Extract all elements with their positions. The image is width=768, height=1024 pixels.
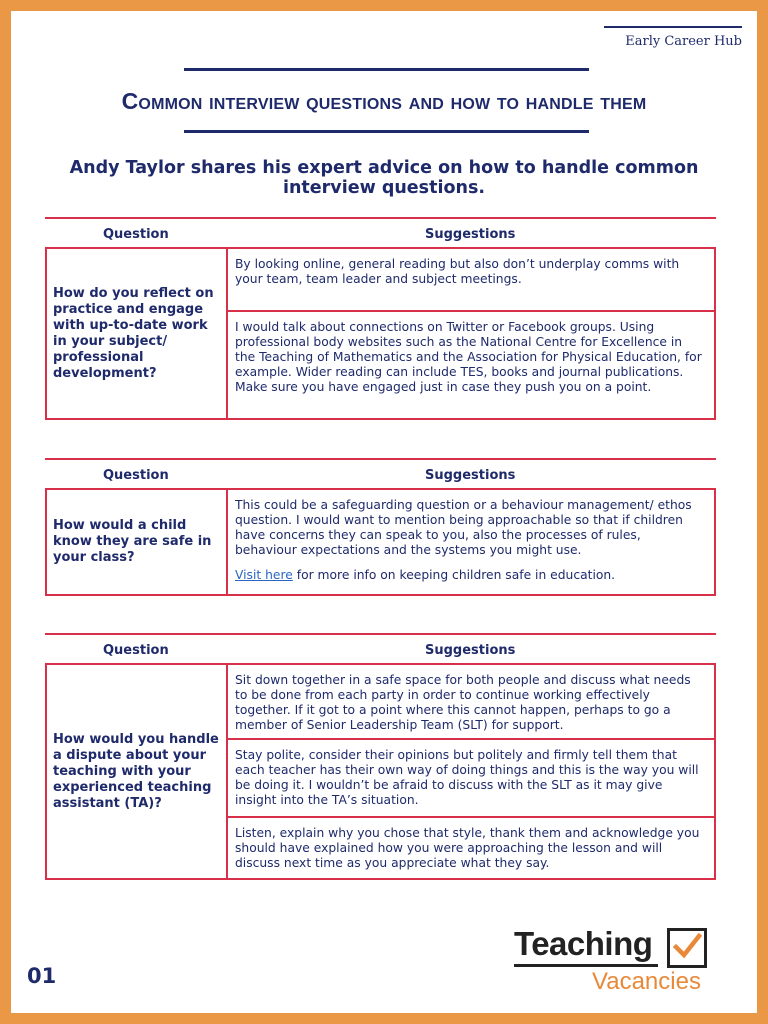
question-cell: How do you reflect on practice and engage with up-to-date work in your subject/ professional development? [47, 249, 228, 418]
qa-table-2 [45, 458, 716, 596]
column-header-suggestions: Suggestions [425, 227, 516, 242]
intro-text: Andy Taylor shares his expert advice on how to handle common interview questions. [69, 158, 699, 198]
hub-label: Early Career Hub [604, 26, 742, 49]
suggestion-cell: Listen, explain why you chose that style, thank them and acknowledge you should have explained how you were approaching the lesson and will discuss next time as you appreciate what they say. [228, 816, 714, 879]
suggestions-column [228, 665, 714, 878]
page-number: 01 [27, 964, 57, 988]
suggestion-link-line [235, 568, 706, 583]
suggestions-column [228, 490, 714, 594]
suggestion-cell [228, 490, 714, 594]
column-header-question: Question [103, 468, 169, 483]
qa-table-1 [45, 217, 716, 420]
table-header [45, 633, 716, 663]
table-header [45, 217, 716, 247]
suggestion-cell: By looking online, general reading but also don’t underplay comms with your team, team leader and subject meetings. [235, 257, 680, 286]
table-row [45, 663, 716, 880]
suggestions-column [228, 249, 714, 418]
logo-word-teaching: Teaching [514, 925, 653, 962]
question-cell: How would a child know they are safe in your class? [47, 490, 228, 594]
table-row [45, 488, 716, 596]
suggestion-text: This could be a safeguarding question or a behaviour management/ ethos question. I would want to mention being approachable so that if children have concerns they can speak to you, also the processes of rules, behaviour expectations and the systems you might use. [235, 498, 692, 557]
table-header [45, 458, 716, 488]
title-rule-bottom [184, 130, 589, 133]
column-header-suggestions: Suggestions [425, 643, 516, 658]
table-row [45, 247, 716, 420]
title-rule-top [184, 68, 589, 71]
page-title: Common interview questions and how to handle them [121, 88, 647, 114]
column-header-question: Question [103, 227, 169, 242]
visit-here-link[interactable]: Visit here [235, 568, 293, 582]
teaching-vacancies-logo [514, 926, 714, 996]
link-suffix-text: for more info on keeping children safe in education. [292, 568, 616, 582]
logo-word-vacancies: Vacancies [592, 968, 701, 995]
qa-table-3 [45, 633, 716, 880]
column-header-question: Question [103, 643, 169, 658]
logo-underline [514, 964, 658, 967]
question-cell: How would you handle a dispute about your teaching with your experienced teaching assistant (TA)? [47, 665, 228, 878]
suggestion-cell: Stay polite, consider their opinions but politely and firmly tell them that each teacher has their own way of doing things and this is the way you will be doing it. I wouldn’t be afraid to discuss with the SLT as it may give insight into the TA’s situation. [228, 738, 714, 816]
suggestion-cell: Sit down together in a safe space for both people and discuss what needs to be done from each party in order to continue working effectively together. If it got to a point where this cannot happen, perhaps to go a member of Senior Leadership Team (SLT) for support. [235, 673, 691, 732]
suggestion-cell: I would talk about connections on Twitter or Facebook groups. Using professional body websites such as the National Centre for Excellence in the Teaching of Mathematics and the Association for Physical Education, for example. Wider reading can include TES, books and journal publications. Make sure you have engaged just in case they push you on a point. [228, 310, 714, 418]
column-header-suggestions: Suggestions [425, 468, 516, 483]
checkmark-box-icon [667, 928, 707, 968]
